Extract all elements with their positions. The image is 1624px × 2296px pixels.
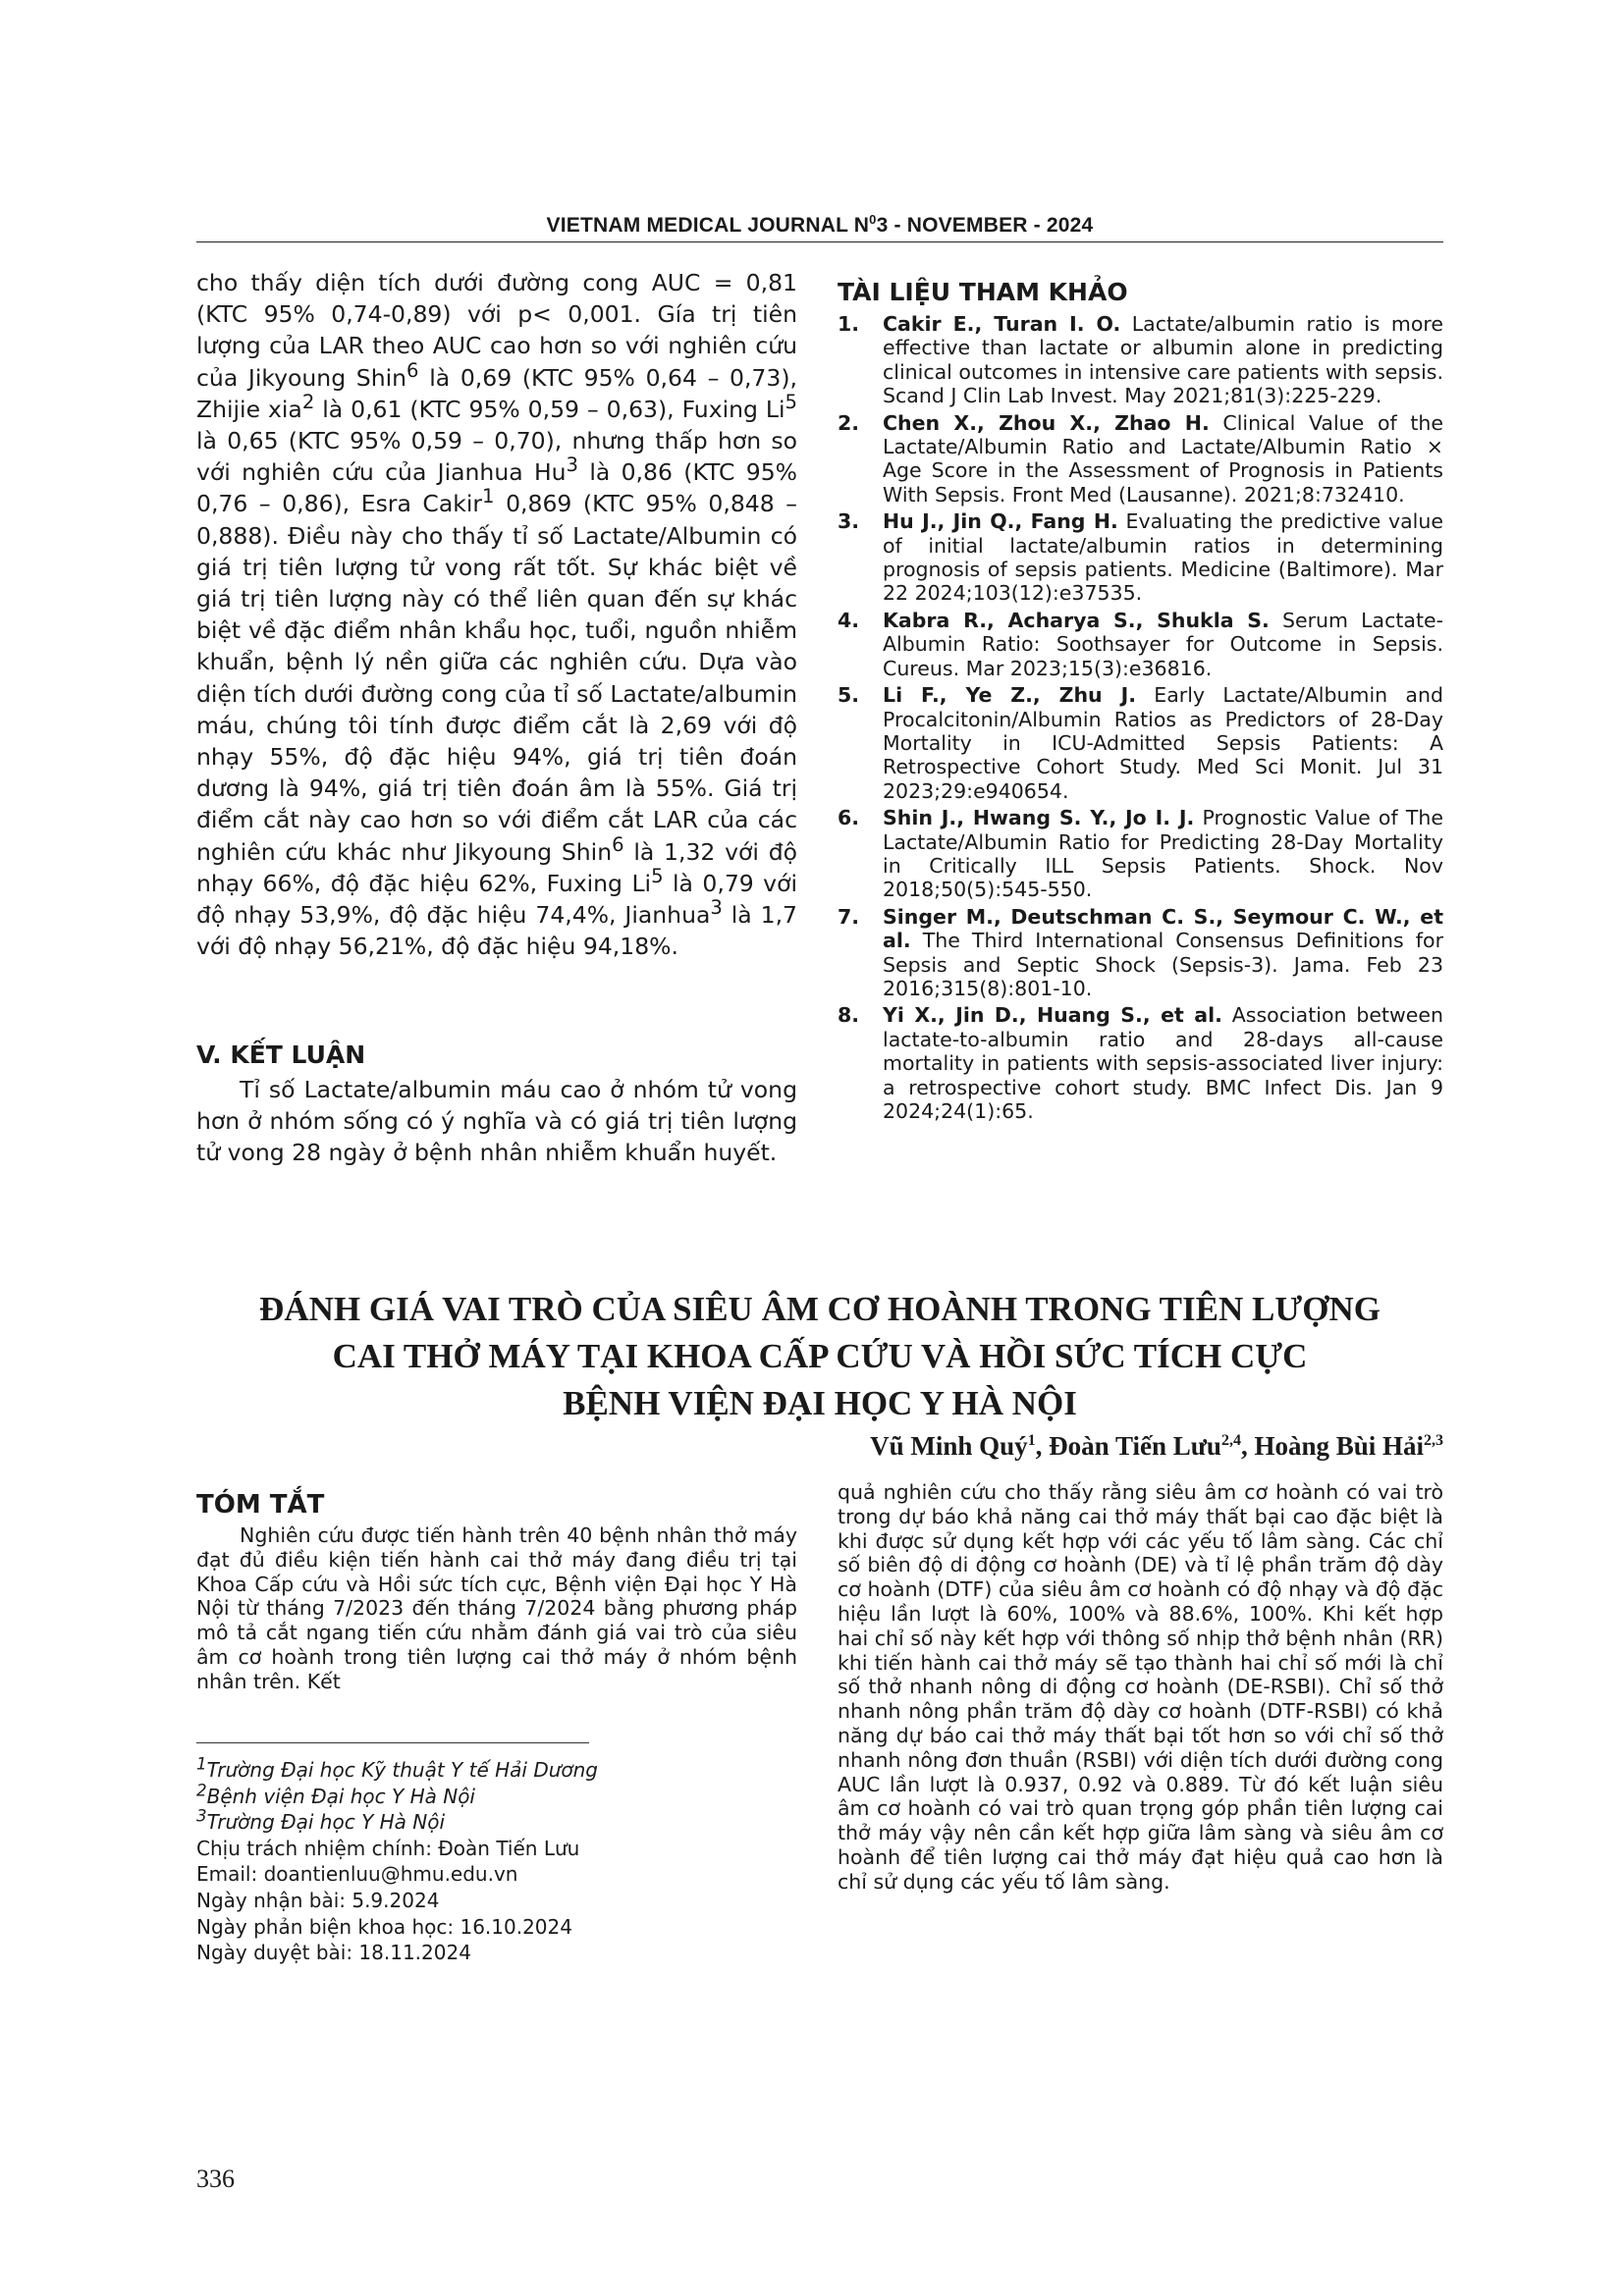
accepted-date: Ngày duyệt bài: 18.11.2024 [196,1941,471,1965]
references-list [838,312,1443,1126]
conclusion-paragraph: Tỉ số Lactate/albumin máu cao ở nhóm tử vong hơn ở nhóm sống có ý nghĩa và có giá trị tiên lượng tử vong 28 ngày ở bệnh nhân nhiễm khuẩn huyết. [196,1076,797,1167]
reference-authors: Yi X., Jin D., Huang S., et al. [883,1003,1222,1028]
header-rule [196,241,1443,242]
reference-text: Prognostic Value of The Lactate/Albumin Ratio for Predicting 28-Day Mortality in Critically ILL Sepsis Patients. Shock. Nov 2018;50(5):545-550. [883,806,1443,902]
discussion-span: là 0,69 (KTC 95% 0,64 – 0,73), Zhijie xia [196,363,797,423]
reference-number: 2. [838,410,860,435]
journal-name: VIETNAM MEDICAL JOURNAL N [546,214,870,237]
abstract-paragraph-right: quả nghiên cứu cho thấy rằng siêu âm cơ hoành có vai trò trong dự báo khả năng cai thở máy thất bại cao đặc biệt là khi được sử dụng kết hợp với các yếu tố lâm sàng. Các chỉ số biên độ di động cơ hoành (DE) và tỉ lệ phần trăm độ dày cơ hoành (DTF) của siêu âm cơ hoành có độ nhạy và độ đặc hiệu lần lượt là 60%, 100% và 88.6%, 100%. Khi kết hợp hai chỉ số này kết hợp với thông số nhịp thở bệnh nhân (RR) khi tiến hành cai thở máy sẽ tạo thành hai chỉ số mới là chỉ số thở nhanh nông di động cơ hoành (DE-RSBI). Chỉ số thở nhanh nông phần trăm độ dày cơ hoành (DTF-RSBI) có khả năng dự báo cai thở máy thất bại tốt hơn so với chỉ số thở nhanh nông đơn thuần (RSBI) với diện tích dưới đường cong AUC lần lượt là 0.937, 0.92 và 0.889. Từ đó kết luận siêu âm cơ hoành có vai trò quan trọng góp phần tiên lượng cai thở máy vậy nên cần kết hợp giữa lâm sàng và siêu âm cơ hoành để tiên lượng cai thở máy đạt hiệu quả cao hơn là chỉ sử dụng các yếu tố lâm sàng. [838,1480,1443,1894]
abstract-text-right [838,1480,1443,1895]
reference-text: The Third International Consensus Definitions for Sepsis and Septic Shock (Sepsis-3). Jama. Feb 23 2016;315(8):801-10. [883,929,1443,1000]
reference-number: 8. [838,1003,860,1028]
article-authors [687,1431,1443,1462]
footnote-sup: 2 [196,1780,207,1799]
author-name: Đoàn Tiến Lưu [1049,1431,1221,1461]
page-number: 336 [196,2164,235,2193]
discussion-paragraph [196,267,797,962]
affiliation-text: Bệnh viện Đại học Y Hà Nội [206,1784,475,1808]
reference-item [838,312,1443,408]
discussion-span: là 1,7 với độ nhạy 56,21%, độ đặc hiệu 94,18%. [196,901,797,961]
author-separator: , [1035,1431,1050,1461]
reference-authors: Li F., Ye Z., Zhu J. [883,683,1136,708]
citation-sup: 5 [651,865,664,888]
reference-item [838,411,1443,507]
discussion-span: cho thấy diện tích dưới đường cong AUC = 0,81 (KTC 95% 0,74-0,89) với p< 0,001. Gía trị tiên lượng của LAR theo AUC cao hơn so với nghiên cứu của Jikyoung Shin [196,269,797,392]
reference-authors: Cakir E., Turan I. O. [883,312,1121,336]
conclusion-text [196,1074,797,1169]
email-line: Email: doantienluu@hmu.edu.vn [196,1862,518,1887]
discussion-span: là 0,79 với độ nhạy 53,9%, độ đặc hiệu 74,4%, Jianhua [196,869,797,930]
abstract-heading: TÓM TẮT [196,1490,325,1520]
abstract-paragraph-left: Nghiên cứu được tiến hành trên 40 bệnh nhân thở máy đạt đủ điều kiện tiến hành cai thở máy đang điều trị tại Khoa Cấp cứu và Hồi sức tích cực, Bệnh viện Đại học Y Hà Nội từ tháng 7/2023 đến tháng 7/2024 bằng phương pháp mô tả cắt ngang tiến cứu nhằm đánh giá vai trò của siêu âm cơ hoành trong tiên lượng cai thở máy ở nhóm bệnh nhân trên. Kết [196,1523,797,1693]
article-title-line: ĐÁNH GIÁ VAI TRÒ CỦA SIÊU ÂM CƠ HOÀNH TRONG TIÊN LƯỢNG [259,1290,1380,1328]
reference-item [838,609,1443,680]
citation-sup: 1 [482,485,495,508]
reference-number: 5. [838,683,860,708]
citation-sup: 6 [406,358,419,382]
reference-authors: Hu J., Jin Q., Fang H. [883,509,1118,534]
discussion-text [196,267,797,962]
conclusion-heading: V. KẾT LUẬN [196,1041,366,1069]
reference-text: Early Lactate/Albumin and Procalcitonin/Albumin Ratios as Predictors of 28-Day Mortality in ICU-Admitted Sepsis Patients: A Retrospective Cohort Study. Med Sci Monit. Jul 31 2023;29:e940654. [883,683,1443,803]
reference-item [838,1003,1443,1123]
corresponding-author: Chịu trách nhiệm chính: Đoàn Tiến Lưu [196,1836,580,1860]
article-title-line: BỆNH VIỆN ĐẠI HỌC Y HÀ NỘI [563,1384,1077,1422]
footnote-sup: 3 [196,1806,207,1826]
reference-text: Clinical Value of the Lactate/Albumin Ratio and Lactate/Albumin Ratio × Age Score in the Assessment of Prognosis in Patients With Sepsis. Front Med (Lausanne). 2021;8:732410. [883,410,1443,507]
author-affiliation: 2,4 [1220,1432,1241,1449]
reference-item [838,509,1443,606]
abstract-text-left [196,1523,797,1694]
reference-item [838,905,1443,1001]
reference-number: 3. [838,509,860,534]
reference-authors: Shin J., Hwang S. Y., Jo I. J. [883,806,1195,830]
citation-sup: 3 [710,896,723,920]
reference-number: 4. [838,608,860,632]
journal-issue: 3 - NOVEMBER - 2024 [876,214,1094,237]
footnote-sup: 1 [196,1754,207,1774]
reference-number: 6. [838,806,860,830]
journal-header [196,214,1443,238]
reference-item [838,683,1443,803]
affiliation-footnote [196,1806,797,1836]
citation-sup: 5 [785,390,797,413]
discussion-span: là 1,32 với độ nhạy 66%, độ đặc hiệu 62%, Fuxing Li [196,837,797,897]
references-heading: TÀI LIỆU THAM KHẢO [838,278,1128,306]
author-affiliation: 1 [1027,1432,1036,1449]
reference-number: 7. [838,904,860,929]
journal-issue-sup: 0 [869,212,877,227]
reference-item [838,806,1443,902]
reference-authors: Chen X., Zhou X., Zhao H. [883,410,1210,435]
reference-text: Evaluating the predictive value of initial lactate/albumin ratios in determining prognosis of sepsis patients. Medicine (Baltimore). Mar 22 2024;103(12):e37535. [883,509,1443,606]
affiliation-text: Trường Đại học Kỹ thuật Y tế Hải Dương [206,1758,598,1782]
discussion-span: là 0,65 (KTC 95% 0,59 – 0,70), nhưng thấp hơn so với nghiên cứu của Jianhua Hu [196,427,797,487]
reference-authors: Singer M., Deutschman C. S., Seymour C. W., et al. [883,904,1443,953]
citation-sup: 3 [566,454,578,477]
discussion-span: là 0,86 (KTC 95% 0,76 – 0,86), Esra Cakir [196,458,797,518]
received-date: Ngày nhận bài: 5.9.2024 [196,1888,440,1912]
discussion-span: 0,869 (KTC 95% 0,848 – 0,888). Điều này cho thấy tỉ số Lactate/Albumin có giá trị tiên lượng tử vong rất tốt. Sự khác biệt về giá trị tiên lượng này có thể liên quan đến sự khác biệt về đặc điểm nhân khẩu học, tuổi, nguồn nhiễm khuẩn, bệnh lý nền giữa các nghiên cứu. Dựa vào diện tích dưới đường cong của tỉ số Lactate/albumin máu, chúng tôi tính được điểm cắt là 2,69 với độ nhạy 55%, độ đặc hiệu 94%, giá trị tiên đoán dương là 94%, giá trị tiên đoán âm là 55%. Giá trị điểm cắt này cao hơn so với điểm cắt LAR của các nghiên cứu khác như Jikyoung Shin [196,490,797,866]
footnote-rule [196,1742,589,1743]
author-name: Vũ Minh Quý [870,1431,1028,1461]
review-date: Ngày phản biện khoa học: 16.10.2024 [196,1914,572,1939]
citation-sup: 2 [301,390,315,413]
reference-number: 1. [838,312,860,336]
article-title-line: CAI THỞ MÁY TẠI KHOA CẤP CỨU VÀ HỒI SỨC TÍCH CỰC [332,1337,1308,1375]
reference-text: Serum Lactate-Albumin Ratio: Soothsayer for Outcome in Sepsis. Cureus. Mar 2023;15(3):e36816. [883,608,1443,680]
author-affiliation: 2,3 [1424,1432,1443,1449]
affiliation-footnote [196,1780,797,1810]
affiliation-footnote [196,1754,797,1784]
author-name: Hoàng Bùi Hải [1254,1431,1424,1461]
discussion-span: là 0,61 (KTC 95% 0,59 – 0,63), Fuxing Li [314,395,785,423]
reference-text: Association between lactate-to-albumin ratio and 28-days all-cause mortality in patients with sepsis-associated liver injury: a retrospective cohort study. BMC Infect Dis. Jan 9 2024;24(1):65. [883,1003,1443,1123]
article-title [196,1286,1443,1427]
reference-authors: Kabra R., Acharya S., Shukla S. [883,608,1270,632]
affiliation-text: Trường Đại học Y Hà Nội [206,1810,446,1835]
citation-sup: 6 [612,832,624,856]
reference-text: Lactate/albumin ratio is more effective than lactate or albumin alone in predicting clinical outcomes in intensive care patients with sepsis. Scand J Clin Lab Invest. May 2021;81(3):225-229. [883,312,1443,408]
footnotes [196,1754,797,1966]
author-separator: , [1240,1431,1255,1461]
